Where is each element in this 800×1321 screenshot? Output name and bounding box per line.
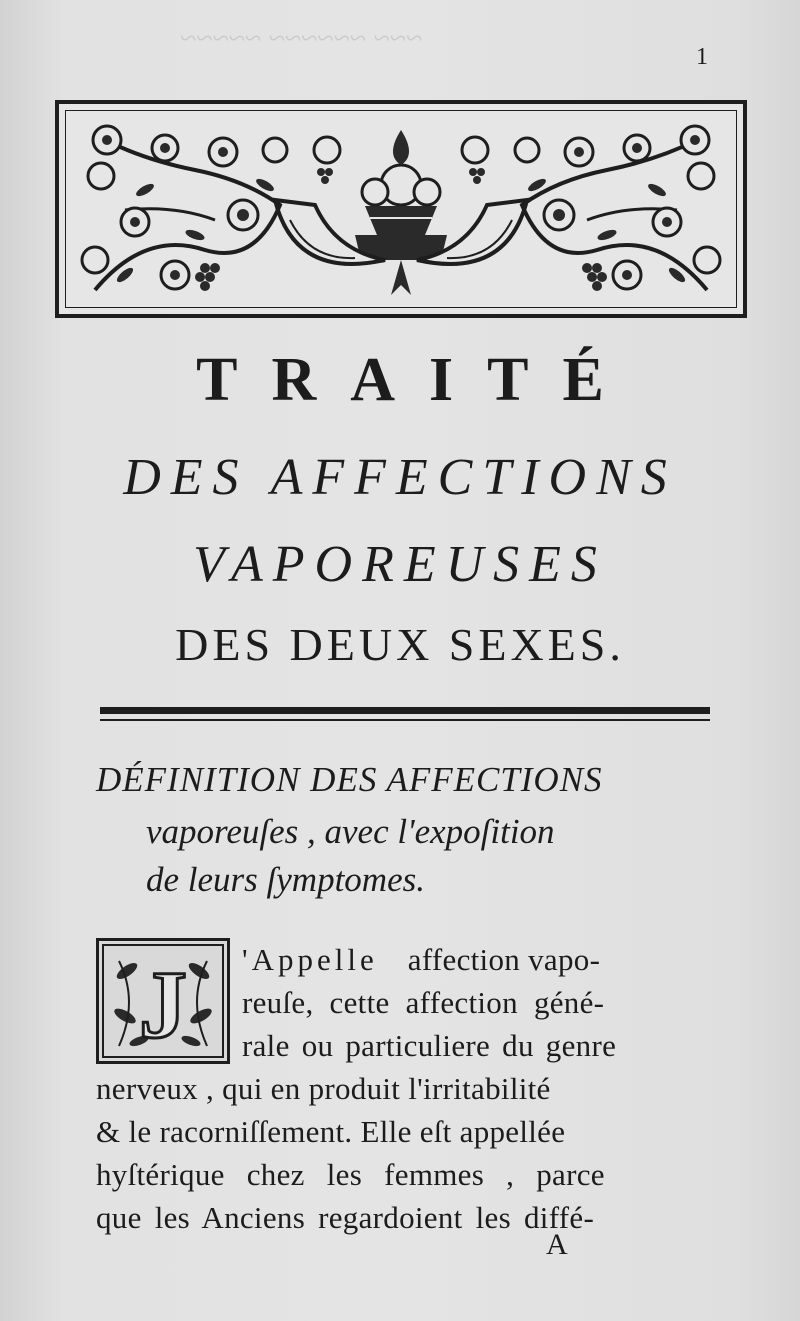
decorated-initial-icon	[99, 941, 227, 1061]
title-line-2: VAPOREUSES	[193, 536, 607, 593]
body-line-5: & le racorniſſement. Elle eſt appellée	[96, 1114, 566, 1149]
section-heading-line-2: vaporeuſes , avec l'expoſition	[146, 812, 555, 851]
signature-mark: A	[546, 1228, 568, 1261]
drop-cap-letter: J	[139, 951, 187, 1058]
body-line-6: hyſtérique chez les femmes , parce	[96, 1157, 605, 1192]
title-line-3: DES DEUX SEXES.	[175, 619, 625, 670]
first-word: 'Appelle	[242, 942, 378, 977]
body-line-7: que les Anciens regardoient les diffé-	[96, 1200, 595, 1235]
title-line-1: DES AFFECTIONS	[123, 449, 677, 506]
floral-headpiece	[55, 100, 747, 318]
thin-rule	[100, 719, 710, 721]
section-heading: DÉFINITION DES AFFECTIONS	[96, 760, 603, 799]
thick-rule	[100, 707, 710, 714]
body-line-4: nerveux , qui en produit l'irritabilité	[96, 1071, 551, 1106]
section-heading-line-3: de leurs ſymptomes.	[146, 860, 425, 899]
drop-cap	[96, 938, 230, 1064]
floral-ornament-icon	[65, 110, 737, 308]
body-line-3: rale ou particuliere du genre	[242, 1028, 617, 1063]
body-line-2: reuſe, cette affection géné-	[242, 985, 605, 1020]
bleed-through-text: ~~~ ~~~~~~ ~~~~~	[180, 22, 423, 55]
page-number: 1	[696, 44, 708, 70]
body-line-1	[242, 942, 600, 978]
body-text-1: affection vapo-	[407, 942, 601, 977]
title-main: TRAITÉ	[196, 346, 638, 414]
